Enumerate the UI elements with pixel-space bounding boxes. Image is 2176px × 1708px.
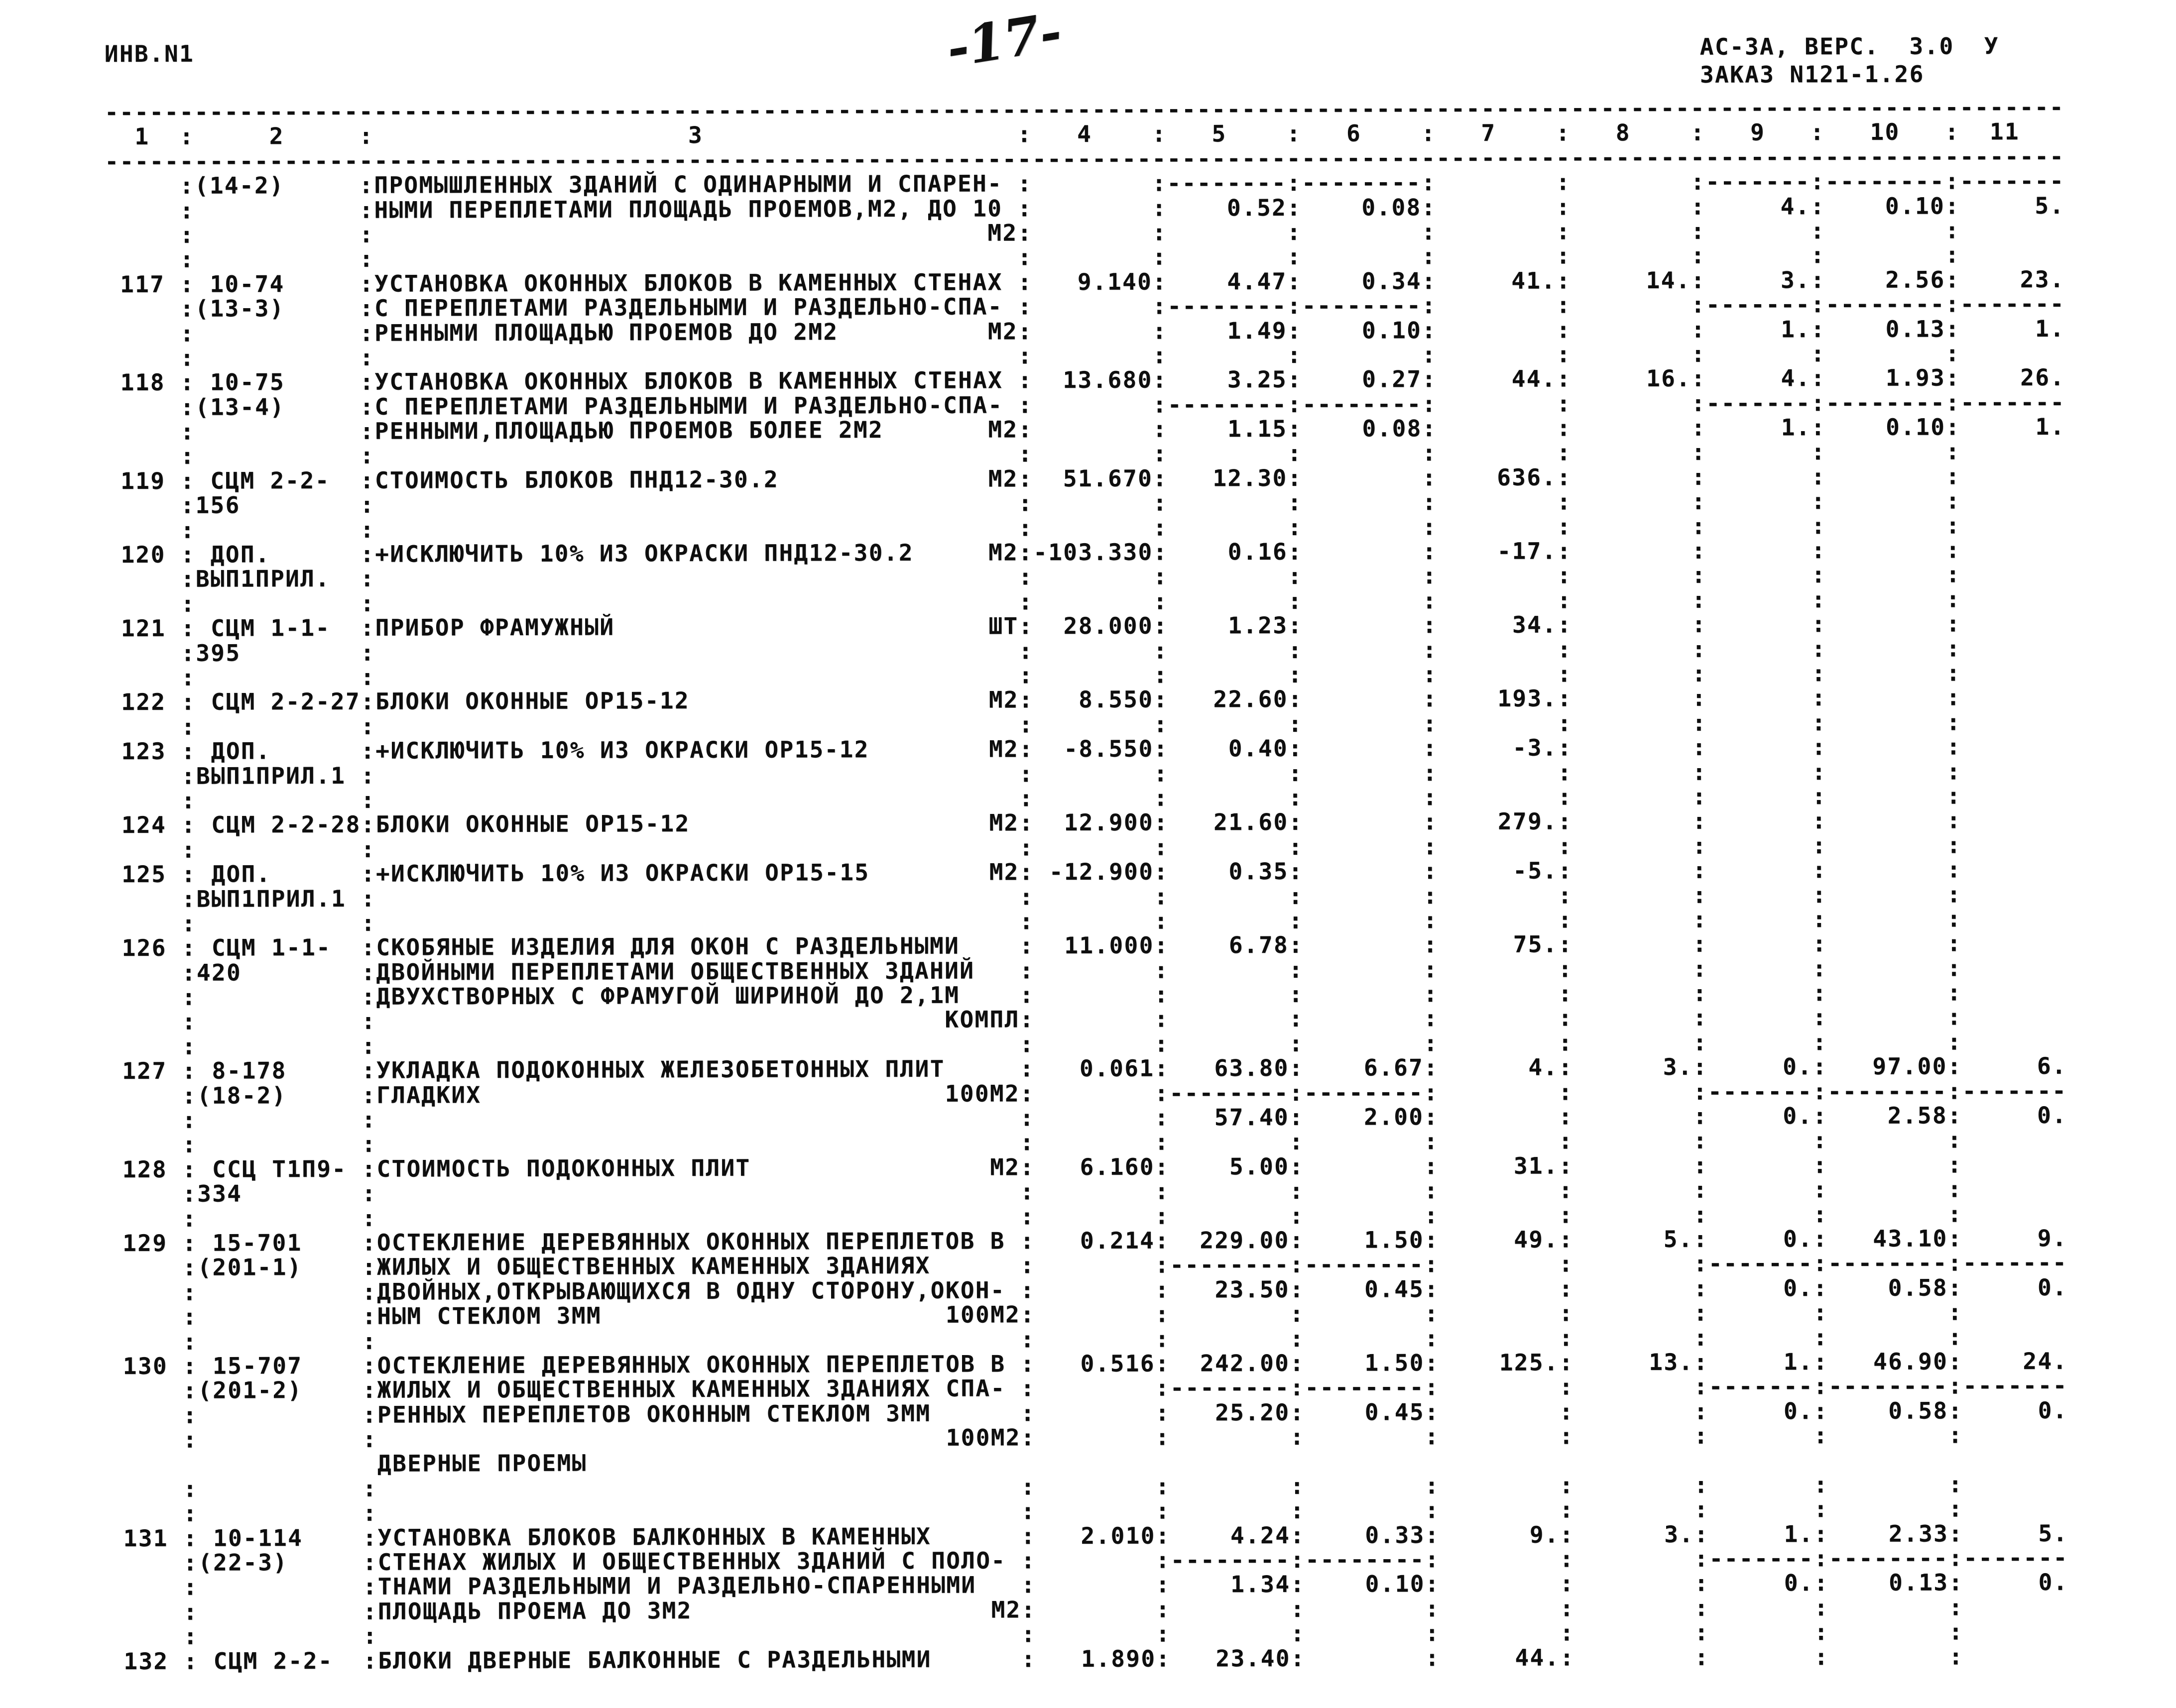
table-line: : :РЕННЫХ ПЕРЕПЛЕТОВ ОКОННЫМ СТЕКЛОМ 3ММ : : 25.20: 0.45: : : 0.: 0.58: 0. [108, 1396, 2068, 1429]
table-line: :395 : : : : : : : : : [106, 634, 2066, 667]
table-line: :ВЫП1ПРИЛ. : : : : : : : : : [106, 561, 2066, 593]
table-line: : : 100М2: : : : : : : : [108, 1421, 2068, 1454]
table-line: 117 : 10-74 :УСТАНОВКА ОКОННЫХ БЛОКОВ В КАМЕННЫХ СТЕНАХ : 9.140: 4.47: 0.34: 41.: 14.: 3.: 2.56: 23. [105, 265, 2065, 298]
table-line: 127 : 8-178 :УКЛАДКА ПОДОКОННЫХ ЖЕЛЕЗОБЕТОННЫХ ПЛИТ : 0.061: 63.80: 6.67: 4.: 3.: 0.: 97.00: 6. [107, 1052, 2067, 1085]
section-header-line: ДВЕРНЫЕ ПРОЕМЫ [108, 1450, 587, 1478]
spacer-line: : : : : : : : : : : [109, 1618, 2068, 1650]
table-line: 118 : 10-75 :УСТАНОВКА ОКОННЫХ БЛОКОВ В КАМЕННЫХ СТЕНАХ : 13.680: 3.25: 0.27: 44.: 16.: 4.: 1.93: 26. [105, 364, 2065, 396]
table-line: :420 :ДВОЙНЫМИ ПЕРЕПЛЕТАМИ ОБЩЕСТВЕННЫХ ЗДАНИЙ : : : : : : : : [107, 954, 2067, 986]
table-line: 120 : ДОП. :+ИСКЛЮЧИТЬ 10% ИЗ ОКРАСКИ ПНД12-30.2 М2:-103.330: 0.16: : -17.: : : : [106, 536, 2066, 569]
table-line: :ВЫП1ПРИЛ.1 : : : : : : : : : [106, 757, 2066, 790]
spacer-line: : : : : : : : : : : [106, 585, 2066, 617]
table-line: :(201-2) :ЖИЛЫХ И ОБЩЕСТВЕННЫХ КАМЕННЫХ ЗДАНИЯХ СПА- : :--------:--------: : :-------:--------:------- [108, 1372, 2068, 1404]
spacer-line: : : : : : : : : : : [105, 241, 2065, 273]
table-line: 131 : 10-114 :УСТАНОВКА БЛОКОВ БАЛКОННЫХ В КАМЕННЫХ : 2.010: 4.24: 0.33: 9.: 3.: 1.: 2.33: 5. [108, 1519, 2068, 1552]
table-line: 129 : 15-701 :ОСТЕКЛЕНИЕ ДЕРЕВЯННЫХ ОКОННЫХ ПЕРЕПЛЕТОВ В : 0.214: 229.00: 1.50: 49.: 5.: 0.: 43.10: 9. [107, 1224, 2067, 1257]
table-line: : :НЫМИ ПЕРЕПЛЕТАМИ ПЛОЩАДЬ ПРОЕМОВ,М2, ДО 10 : : 0.52: 0.08: : : 4.: 0.10: 5. [105, 192, 2065, 224]
spacer-line: : : : : : : : : : : [106, 708, 2066, 740]
table-line: 125 : ДОП. :+ИСКЛЮЧИТЬ 10% ИЗ ОКРАСКИ ОР15-15 М2: -12.900: 0.35: : -5.: : : : [107, 855, 2066, 888]
table-line: :156 : : : : : : : : : [106, 487, 2066, 519]
spacer-line: : : : : : : : : : : [106, 659, 2066, 691]
table-line: : : КОМПЛ: : : : : : : : [107, 1003, 2067, 1035]
table-line: : :ТНАМИ РАЗДЕЛЬНЫМИ И РАЗДЕЛЬНО-СПАРЕННЫМИ : : 1.34: 0.10: : : 0.: 0.13: 0. [108, 1569, 2068, 1601]
table-line: 119 : СЦМ 2-2- :СТОИМОСТЬ БЛОКОВ ПНД12-30.2 М2: 51.670: 12.30: : 636.: : : : [105, 462, 2065, 495]
table-line: 123 : ДОП. :+ИСКЛЮЧИТЬ 10% ИЗ ОКРАСКИ ОР15-12 М2: -8.550: 0.40: : -3.: : : : [106, 733, 2066, 765]
spacer-line: : : : : : : : : : : [105, 438, 2065, 470]
spacer-line: : : : : : : : : : : [108, 1470, 2068, 1503]
table-line: :(14-2) :ПРОМЫШЛЕННЫХ ЗДАНИЙ С ОДИНАРНЫМИ И СПАРЕН- : :--------:--------: : :-------:--------:------- [105, 167, 2065, 200]
table-line: :(13-4) :С ПЕРЕПЛЕТАМИ РАЗДЕЛЬНЫМИ И РАЗДЕЛЬНО-СПА- : :--------:--------: : :-------:--------:------- [105, 388, 2065, 421]
table-line: :(22-3) :СТЕНАХ ЖИЛЫХ И ОБЩЕСТВЕННЫХ ЗДАНИЙ С ПОЛО- : :--------:--------: : :-------:--------:------- [108, 1544, 2068, 1577]
spacer-line: : : : : : : : : : : [106, 831, 2066, 863]
rule-line: ----------------------------------------------------------------------------------------------------------------------------------- [105, 93, 2064, 126]
spacer-line: : : : : : : : : : : [107, 905, 2067, 937]
spacer-line: : : : : : : : : : : [107, 1027, 2067, 1060]
program-header-line1: АС-3А, ВЕРС. 3.0 У [1699, 32, 1999, 60]
table-line: :(18-2) :ГЛАДКИХ 100М2: :--------:--------: : :-------:--------:------- [107, 1077, 2067, 1109]
spacer-line: : : : : : : : : : : [106, 511, 2066, 544]
table-line: 124 : СЦМ 2-2-28:БЛОКИ ОКОННЫЕ ОР15-12 М2: 12.900: 21.60: : 279.: : : : [106, 806, 2066, 839]
column-header-line: 1 : 2 : 3 : 4 : 5 : 6 : 7 : 8 : 9 : 10 : 11 [105, 118, 2065, 150]
table-line: : : : : 57.40: 2.00: : : 0.: 2.58: 0. [107, 1101, 2067, 1134]
table-line: :ВЫП1ПРИЛ.1 : : : : : : : : : [107, 880, 2067, 912]
spacer-line: : : : : : : : : : : [108, 1495, 2068, 1527]
table-line: 130 : 15-707 :ОСТЕКЛЕНИЕ ДЕРЕВЯННЫХ ОКОННЫХ ПЕРЕПЛЕТОВ В : 0.516: 242.00: 1.50: 125.: 13.: 1.: 46.90: 24. [108, 1347, 2068, 1380]
table-line: : :ПЛОЩАДЬ ПРОЕМА ДО 3М2 М2: : : : : : : : [108, 1593, 2068, 1625]
spacer-line: : : : : : : : : : : [107, 1126, 2067, 1158]
table-line: 122 : СЦМ 2-2-27:БЛОКИ ОКОННЫЕ ОР15-12 М2: 8.550: 22.60: : 193.: : : : [106, 683, 2066, 716]
table-line: :(13-3) :С ПЕРЕПЛЕТАМИ РАЗДЕЛЬНЫМИ И РАЗДЕЛЬНО-СПА- : :--------:--------: : :-------:--------:------- [105, 290, 2065, 323]
table-line: : :ДВОЙНЫХ,ОТКРЫВАЮЩИХСЯ В ОДНУ СТОРОНУ,ОКОН- : : 23.50: 0.45: : : 0.: 0.58: 0. [108, 1273, 2068, 1306]
table-line: :(201-1) :ЖИЛЫХ И ОБЩЕСТВЕННЫХ КАМЕННЫХ ЗДАНИЯХ : :--------:--------: : :-------:--------:------- [108, 1249, 2068, 1281]
table-line: 121 : СЦМ 1-1- :ПРИБОР ФРАМУЖНЫЙ ШТ: 28.000: 1.23: : 34.: : : : [106, 610, 2066, 642]
spacer-line: : : : : : : : : : : [107, 1200, 2067, 1232]
table-line: 126 : СЦМ 1-1- :СКОБЯНЫЕ ИЗДЕЛИЯ ДЛЯ ОКОН С РАЗДЕЛЬНЫМИ : 11.000: 6.78: : 75.: : : : [107, 929, 2067, 962]
spacer-line: : : : : : : : : : : [106, 782, 2066, 814]
table-line: 132 : СЦМ 2-2- :БЛОКИ ДВЕРНЫЕ БАЛКОННЫЕ С РАЗДЕЛЬНЫМИ : 1.890: 23.40: : 44.: : : : [109, 1642, 2069, 1675]
rule-line: ----------------------------------------------------------------------------------------------------------------------------------- [105, 142, 2065, 175]
page-number-handwritten: -17- [942, 0, 1066, 80]
spacer-line: : : : : : : : : : : [105, 339, 2065, 372]
table-line: 128 : ССЦ Т1П9- :СТОИМОСТЬ ПОДОКОННЫХ ПЛИТ М2: 6.160: 5.00: : 31.: : : : [107, 1150, 2067, 1183]
table-line: : :РЕННЫМИ ПЛОЩАДЬЮ ПРОЕМОВ ДО 2М2 М2: : 1.49: 0.10: : : 1.: 0.13: 1. [105, 315, 2065, 347]
table-line: : :РЕННЫМИ,ПЛОЩАДЬЮ ПРОЕМОВ БОЛЕЕ 2М2 М2: : 1.15: 0.08: : : 1.: 0.10: 1. [105, 413, 2065, 446]
table-line: : : М2: : : : : : : : [105, 216, 2065, 249]
spacer-line: : : : : : : : : : : [108, 1323, 2068, 1355]
inventory-label: ИНВ.N1 [104, 40, 195, 68]
program-header-line2: ЗАКАЗ N121-1.26 [1699, 60, 1925, 88]
table-line: : :ДВУХСТВОРНЫХ С ФРАМУГОЙ ШИРИНОЙ ДО 2,1М : : : : : : : : [107, 978, 2067, 1011]
table-line: : :НЫМ СТЕКЛОМ 3ММ 100М2: : : : : : : : [108, 1298, 2068, 1331]
table-line: :334 : : : : : : : : : [107, 1175, 2067, 1208]
estimate-table [105, 95, 2068, 1674]
